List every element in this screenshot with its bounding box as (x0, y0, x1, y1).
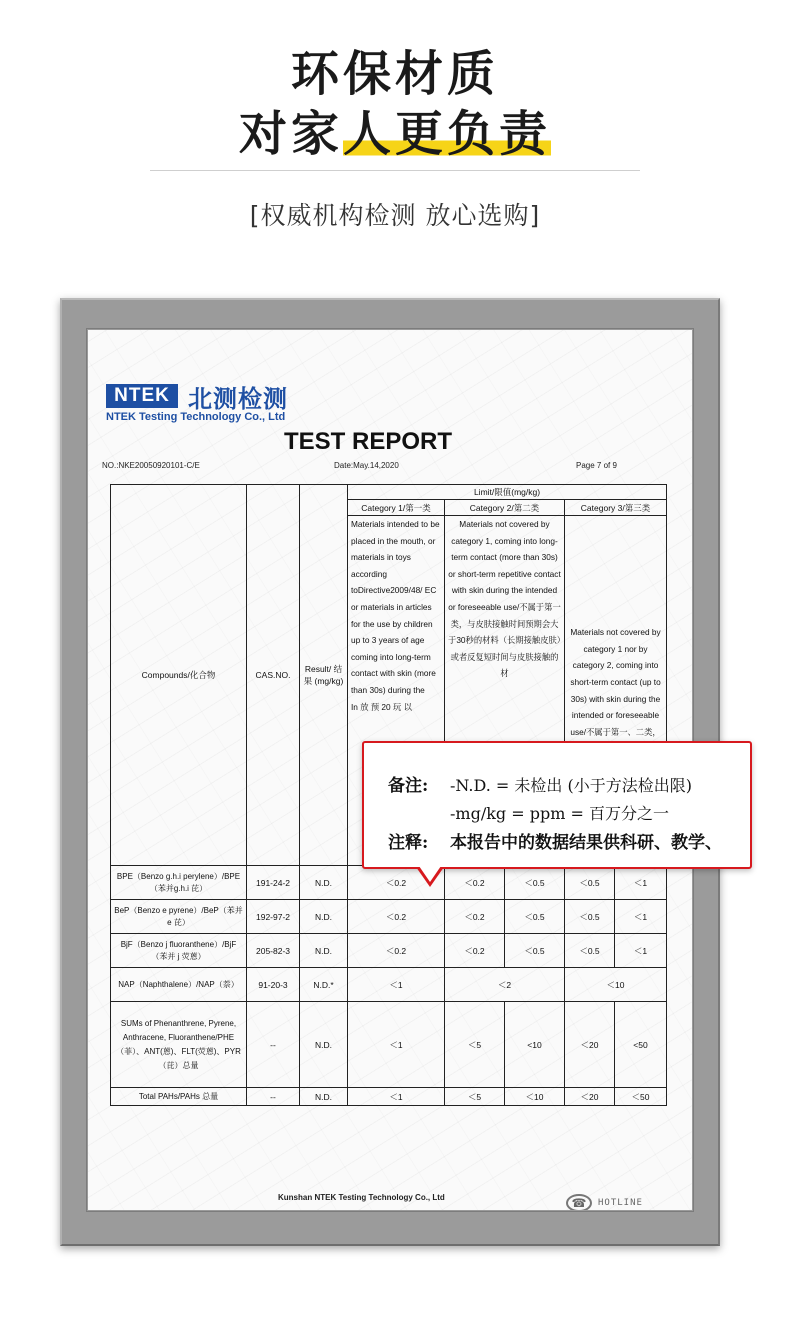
note-row-1 (388, 771, 428, 796)
limit-cell: ＜0.5 (565, 900, 615, 934)
header-cas: CAS.NO. (247, 485, 300, 866)
header-cat3: Category 3/第三类 (565, 500, 667, 516)
phone-icon: ☎ (566, 1194, 592, 1210)
result-cell: N.D. (300, 934, 348, 968)
table-row (111, 934, 667, 968)
limit-cell: ＜1 (348, 968, 445, 1002)
note-text-2 (450, 801, 669, 824)
limit-cell: ＜50 (615, 1088, 667, 1106)
note-text-1 (450, 773, 692, 796)
limit-cell: <50 (615, 1002, 667, 1088)
table-row (111, 1088, 667, 1106)
header-result: Result/ 结果 (mg/kg) (300, 485, 348, 866)
result-cell: N.D. (300, 900, 348, 934)
limit-cell: ＜0.5 (505, 900, 565, 934)
cat3-description: Materials not covered by category 1 nor by category 2, coming into short-term contact (up to 30s) with skin during the intended or foreseeable use/不属于第一、二类， (565, 516, 667, 866)
cat1-description-text: Materials intended to be placed in the mouth, or materials in toys according toDirective2009/48/ EC or materials in articles for the use by children up to 3 years of age coming into long-term contact with skin (more than 30s) during the (351, 519, 440, 695)
limit-cell: ＜0.2 (348, 900, 445, 934)
cas-cell: -- (247, 1002, 300, 1088)
table-row (111, 866, 667, 900)
note-line-1: -N.D. = 未检出 (小于方法检出限) (450, 776, 692, 795)
logo-en-text: NTEK Testing Technology Co., Ltd (106, 411, 286, 423)
result-cell: N.D. (300, 1002, 348, 1088)
limit-cell: ＜1 (615, 866, 667, 900)
report-number: NO.:NKE2005092010​1-C/E (102, 461, 200, 470)
cas-cell: 91-20-3 (247, 968, 300, 1002)
report-date: Date:May.14,2020 (334, 461, 399, 470)
remark-label: 注释: (388, 833, 429, 853)
limit-cell: ＜20 (565, 1002, 615, 1088)
limit-cell: ＜1 (348, 1088, 445, 1106)
header-limit: Limit/限值(mg/kg) (348, 485, 667, 500)
remark-text-wrap (450, 828, 722, 853)
compound-cell: BjF（Benzo j fluoranthene）/BjF（苯并 j 荧蒽） (111, 934, 247, 968)
limit-cell: ＜0.2 (348, 934, 445, 968)
compound-cell: SUMs of Phenanthrene, Pyrene, Anthracene, Fluoranthene/PHE（菲）、ANT(蒽)、FLT(荧蒽)、PYR（芘）总量 (111, 1002, 247, 1088)
limit-cell: ＜2 (445, 968, 565, 1002)
limit-cell: ＜0.2 (445, 900, 505, 934)
heading-line2-highlight: 人更负责 (343, 106, 552, 162)
limit-cell: ＜0.5 (505, 866, 565, 900)
compound-cell: NAP（Naphthalene）/NAP（萘） (111, 968, 247, 1002)
footer-company: Kunshan NTEK Testing Technology Co., Ltd (278, 1193, 445, 1202)
logo-cn-text: 北测检测 (188, 385, 288, 413)
heading-line2-plain: 对家 (238, 106, 343, 162)
cat2-description: Materials not covered by category 1, coming into long-term contact (more than 30s) or short-term repetitive contact with skin during the intended or foreseeable use/不属于第一类，与皮肤接触时间预期会大于30秒的材料（长期接触皮肤）或者反复短时间与皮肤接触的材 (445, 516, 565, 866)
table-header-row (111, 485, 667, 500)
heading-line1: 环保材质 (290, 46, 499, 102)
cas-cell: 205-82-3 (247, 934, 300, 968)
table-row (111, 900, 667, 934)
remark-text: 本报告中的数据结果供科研、教学、 (450, 833, 722, 853)
table-row (111, 968, 667, 1002)
limit-cell: <10 (505, 1002, 565, 1088)
hotline-label: HOTLINE (598, 1198, 643, 1208)
compound-cell: BPE（Benzo g.h.i perylene）/BPE（苯并g.h.i 芘） (111, 866, 247, 900)
result-cell: N.D. (300, 1088, 348, 1106)
limit-cell: ＜1 (615, 900, 667, 934)
limit-cell: ＜0.5 (565, 866, 615, 900)
cas-cell: -- (247, 1088, 300, 1106)
remark-row (388, 828, 428, 853)
ntek-logo-icon: NTEK (106, 384, 178, 408)
header-compounds: Compounds/化合物 (111, 485, 247, 866)
heading-line2 (0, 104, 790, 164)
report-title: TEST REPORT (283, 428, 452, 455)
compound-cell: Total PAHs/PAHs 总量 (111, 1088, 247, 1106)
subtitle: [权威机构检测 放心选购] (249, 201, 541, 230)
note-line-2: -mg/kg = ppm = 百万分之一 (450, 804, 669, 823)
table-row (111, 1002, 667, 1088)
limit-cell: ＜5 (445, 1088, 505, 1106)
limit-cell: ＜1 (348, 1002, 445, 1088)
note-callout (362, 741, 752, 869)
note-label: 备注: (388, 776, 429, 796)
limit-cell: ＜20 (565, 1088, 615, 1106)
result-cell: N.D. (300, 866, 348, 900)
limit-cell: ＜0.2 (445, 866, 505, 900)
header-cat1: Category 1/第一类 (348, 500, 445, 516)
limit-cell: ＜1 (615, 934, 667, 968)
limit-cell: ＜0.5 (565, 934, 615, 968)
divider (150, 170, 640, 171)
result-cell: N.D.* (300, 968, 348, 1002)
cat1-description-tail: In 放 预 20 玩 以 (351, 701, 412, 712)
limit-cell: ＜0.2 (445, 934, 505, 968)
limit-cell: ＜10 (565, 968, 667, 1002)
callout-pointer-inner (419, 866, 441, 882)
page-number: Page 7 of 9 (576, 461, 617, 470)
cas-cell: 191-24-2 (247, 866, 300, 900)
compound-cell: BeP（Benzo e pyrene）/BeP（苯并 e 芘） (111, 900, 247, 934)
limit-cell: ＜0.5 (505, 934, 565, 968)
limit-cell: ＜10 (505, 1088, 565, 1106)
limit-cell: ＜5 (445, 1002, 505, 1088)
header-cat2: Category 2/第二类 (445, 500, 565, 516)
limit-cell: ＜0.2 (348, 866, 445, 900)
cas-cell: 192-97-2 (247, 900, 300, 934)
